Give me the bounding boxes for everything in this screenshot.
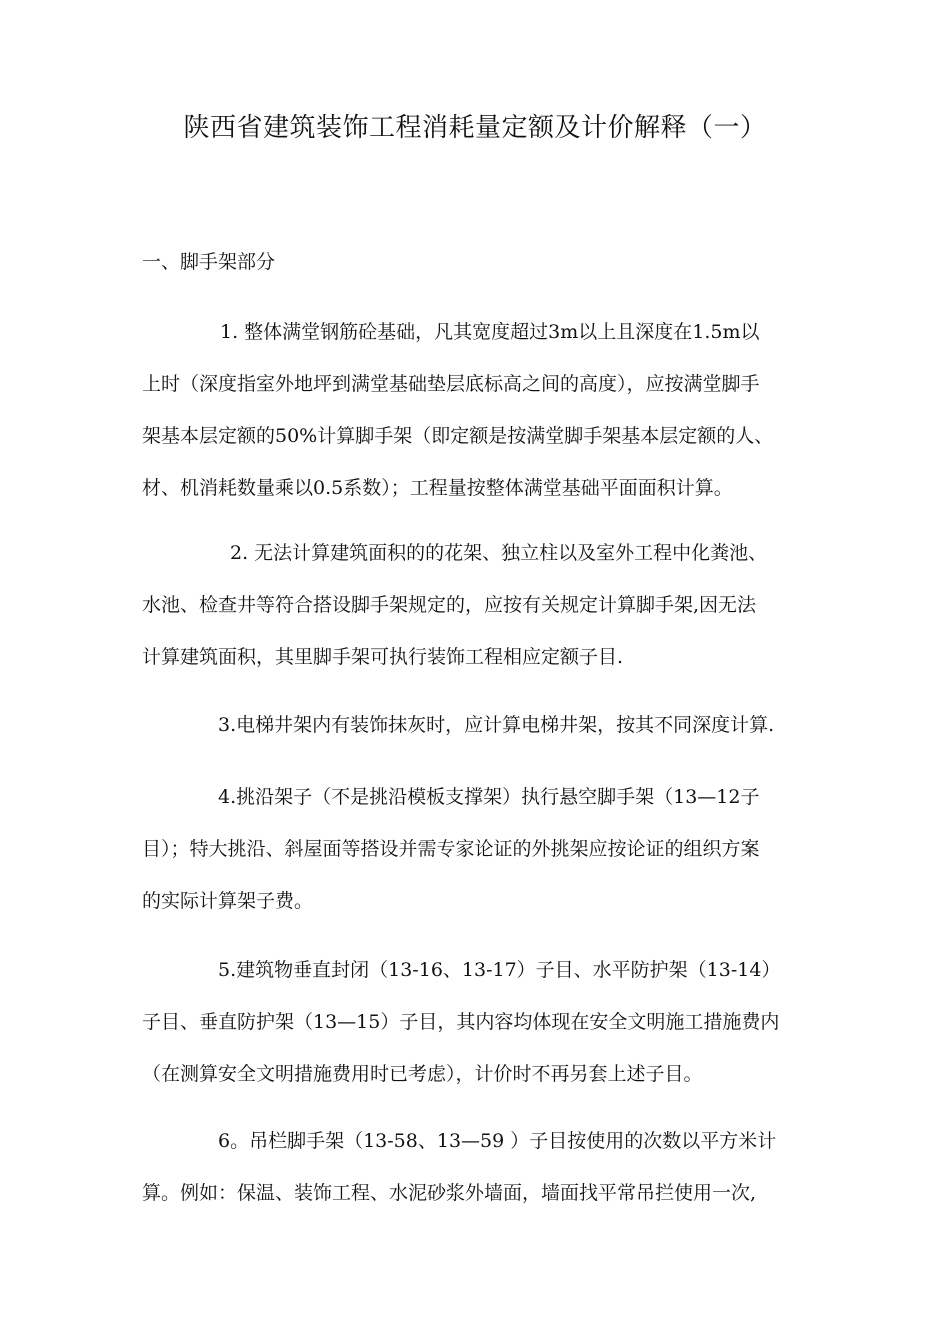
paragraph-line: 架基本层定额的50%计算脚手架（即定额是按满堂脚手架基本层定额的人、 xyxy=(142,425,774,447)
paragraph-line: 5.建筑物垂直封闭（13-16、13-17）子目、水平防护架（13-14） xyxy=(218,959,781,981)
paragraph-line: 子目、垂直防护架（13—15）子目，其内容均体现在安全文明施工措施费内 xyxy=(142,1011,780,1033)
paragraph-4 xyxy=(142,771,822,927)
paragraph-line: （在测算安全文明措施费用时已考虑），计价时不再另套上述子目。 xyxy=(142,1063,703,1085)
paragraph-1 xyxy=(142,306,822,514)
paragraph-line: 目）；特大挑沿、斜屋面等搭设并需专家论证的外挑架应按论证的组织方案 xyxy=(142,838,760,860)
paragraph-line: 3.电梯井架内有装饰抹灰时，应计算电梯井架，按其不同深度计算. xyxy=(218,714,775,736)
paragraph-6 xyxy=(142,1115,822,1219)
paragraph-5 xyxy=(142,944,822,1100)
paragraph-line: 上时（深度指室外地坪到满堂基础垫层底标高之间的高度），应按满堂脚手 xyxy=(142,373,760,395)
paragraph-line: 2. 无法计算建筑面积的的花架、独立柱以及室外工程中化粪池、 xyxy=(230,542,768,564)
section-heading: 一、脚手架部分 xyxy=(142,251,276,273)
paragraph-line: 算。例如：保温、装饰工程、水泥砂浆外墙面，墙面找平常吊拦使用一次, xyxy=(142,1182,757,1204)
paragraph-3 xyxy=(142,699,822,751)
document-title: 陕西省建筑装饰工程消耗量定额及计价解释（一） xyxy=(183,113,767,143)
paragraph-line: 的实际计算架子费。 xyxy=(142,890,314,912)
paragraph-line: 1. 整体满堂钢筋砼基础，凡其宽度超过3m以上且深度在1.5m以 xyxy=(220,321,760,343)
paragraph-line: 4.挑沿架子（不是挑沿模板支撑架）执行悬空脚手架（13—12子 xyxy=(218,786,760,808)
paragraph-2 xyxy=(142,527,822,683)
paragraph-line: 水池、检查井等符合搭设脚手架规定的，应按有关规定计算脚手架,因无法 xyxy=(142,594,757,616)
paragraph-line: 材、机消耗数量乘以0.5系数）；工程量按整体满堂基础平面面积计算。 xyxy=(142,477,733,499)
paragraph-line: 6。吊栏脚手架（13-58、13—59 ）子目按使用的次数以平方米计 xyxy=(218,1130,777,1152)
paragraph-line: 计算建筑面积，其里脚手架可执行装饰工程相应定额子目. xyxy=(142,646,624,668)
